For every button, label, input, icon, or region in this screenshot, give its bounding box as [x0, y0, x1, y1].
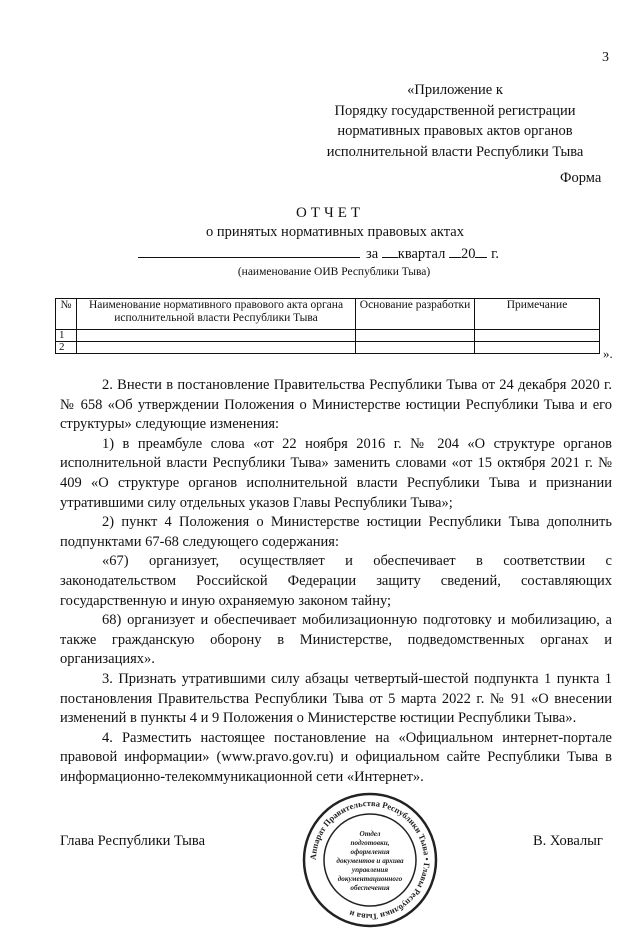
table-cell: 1 [56, 330, 77, 342]
table-cell [475, 342, 600, 354]
paragraph-sub-67: «67) организует, осуществляет и обеспечивает в соответствии с законодательством Российской Федерации защиту сведений, составляющих государственную и иную охраняемую законом тайну; [60, 553, 612, 609]
stamp-center-line: документов и архива [336, 857, 404, 865]
quarter-blank [382, 243, 398, 258]
appendix-line: «Приложение к [407, 82, 503, 98]
year-suffix-blank [475, 243, 487, 258]
signatory-name: В. Ховалыг [533, 833, 603, 849]
report-period-line [138, 243, 499, 263]
paragraph-sub-1: 1) в преамбуле слова «от 22 ноября 2016 г. № 204 «О структуре органов исполнительной власти Республики Тыва» заменить словами «от 15 октября 2021 г. № 409 «О структуре органов исполнительной власти Республики Тыва и признании утратившими силу отдельных указов Главы Республики Тыва»; [60, 435, 612, 511]
table-cell [356, 330, 475, 342]
col-header-number: № [56, 299, 77, 330]
col-header-basis: Основание разработки [356, 299, 475, 330]
table-cell [77, 342, 356, 354]
stamp-center-line: Отдел [359, 830, 381, 838]
paragraph-item-2: 2. Внести в постановление Правительства Республики Тыва от 24 декабря 2020 г. № 658 «Об утверждении Положения о Министерстве юстиции Республики Тыва и его структуры» следующие изменения: [60, 377, 612, 433]
paragraph-item-4: 4. Разместить настоящее постановление на «Официальном интернет-портале правовой информации» (www.pravo.gov.ru) и официальном сайте Республики Тыва в информационно-телекоммуникационной сети «Интернет». [60, 729, 612, 785]
paragraph-item-3: 3. Признать утратившими силу абзацы четвертый-шестой подпункта 1 пункта 1 постановления Правительства Республики Тыва от 5 марта 2022 г. № 91 «О внесении изменений в пункты 4 и 9 Положения о Министерстве юстиции Республики Тыва». [60, 670, 612, 727]
paragraph-sub-68: 68) организует и обеспечивает мобилизационную подготовку и мобилизацию, а также гражданскую оборону в Министерстве, подведомственных органах и организациях». [60, 612, 612, 668]
table-close-quote: ». [603, 346, 613, 361]
table-header-row [56, 299, 600, 330]
stamp-center-line: подготовки, [350, 839, 390, 847]
form-label: Форма [560, 170, 602, 186]
appendix-line: Порядку государственной регистрации [334, 102, 576, 119]
g-label: г. [491, 246, 499, 262]
appendix-line: нормативных правовых актов органов [337, 123, 573, 139]
appendix-line: исполнительной власти Республики Тыва [326, 143, 584, 160]
year-prefix-blank [449, 243, 461, 258]
table-cell [356, 342, 475, 354]
official-stamp-seal [300, 790, 440, 930]
table-cell [77, 330, 356, 342]
stamp-center-line: управления [351, 866, 389, 874]
report-form-table [55, 298, 600, 354]
stamp-center-line: оформления [350, 848, 390, 856]
table-row [56, 342, 600, 354]
year-label: 20 [460, 246, 476, 262]
col-header-act-name: Наименование нормативного правового акта органа исполнительной власти Республики Тыва [77, 299, 356, 330]
org-name-blank [138, 243, 360, 258]
za-label: за [366, 246, 379, 262]
col-header-note: Примечание [475, 299, 600, 330]
paragraph-sub-2: 2) пункт 4 Положения о Министерстве юстиции Республики Тыва дополнить подпунктами 67-68 следующего содержания: [60, 514, 612, 550]
report-subtitle: о принятых нормативных правовых актах [206, 224, 464, 240]
appendix-header [300, 80, 610, 162]
table-cell: 2 [56, 342, 77, 354]
resolution-body [60, 376, 612, 787]
stamp-ring-text: Аппарат Правительства Республики Тыва • Главы Республики Тыва и [307, 797, 433, 923]
table-cell [475, 330, 600, 342]
stamp-center-line: документационного [337, 875, 403, 883]
org-name-caption: (наименование ОИВ Республики Тыва) [237, 266, 431, 278]
report-title: ОТЧЕТ [295, 205, 365, 221]
signatory-position: Глава Республики Тыва [60, 833, 206, 849]
stamp-center-line: обеспечения [350, 884, 390, 892]
page-number: 3 [602, 50, 609, 65]
kvartal-label: квартал [397, 246, 446, 262]
table-row [56, 330, 600, 342]
